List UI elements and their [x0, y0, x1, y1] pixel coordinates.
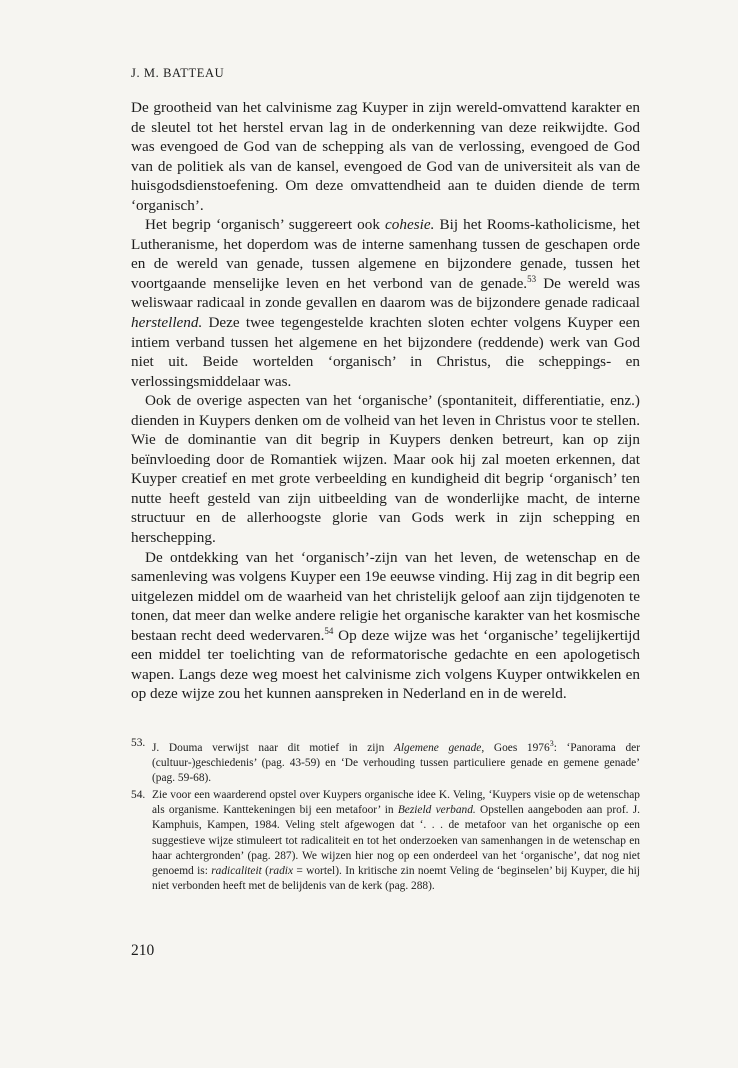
- footnote-text: [152, 736, 640, 787]
- paragraph-3: Ook de overige aspecten van het ‘organische’ (spontaniteit, differentiatie, enz.) dienden in Kuypers denken om de volheid van het leven in Christus voor te stellen. Wie de dominantie van dit begrip in Kuypers denken betreurt, kan op zijn beïnvloeding door de Romantiek wijzen. Maar ook hij zal moeten erkennen, dat Kuyper creatief en met grote verbeelding en kundigheid dit begrip ‘organisch’ ten nutte heeft gesteld van zijn uitbeelding van de wonderlijke macht, de interne structuur en de allerhoogste glorie van Gods werk in zijn schepping en herschepping.: [131, 392, 640, 547]
- paragraph-2-text-b: Bij het Rooms-katholicisme, het Lutheranisme, het doperdom was de interne samenhang tussen de geschapen orde en de wereld van genade, tussen algemene en bijzondere genade, tussen het voortgaande menselijke leven en het verbond van de genade.: [131, 216, 640, 292]
- running-head: J. M. BATTEAU: [131, 66, 225, 80]
- paragraph-2-text-d: Deze twee tegengestelde krachten sloten echter volgens Kuyper een intiem verband tussen het algemene en het bijzondere (reddende) werk van God niet uit. Beide wortelden ‘organisch’ in Christus, die scheppings- en verlossingsmiddelaar was.: [131, 314, 640, 390]
- footnote-ref-54: 54: [324, 625, 334, 636]
- footnote-54-emphasis-radicaliteit: radicaliteit: [211, 865, 262, 878]
- footnote-53-title: Algemene genade,: [393, 741, 485, 754]
- footnote-number: 53.: [131, 737, 146, 749]
- paragraph-2-emphasis-herstellend: herstellend.: [131, 314, 203, 332]
- footnote-54-title: Bezield verband.: [397, 803, 476, 816]
- paragraph-4-text-b: Op deze wijze was het ‘organische’ tegelijkertijd een middel ter toelichting van de reformatorische gedachte en een apologetisch wapen. Langs deze weg moest het calvinisme zich volgens Kuyper ontwikkelen en op deze wijze zou het kunnen aanspreken in Nederland en in de wereld.: [131, 626, 640, 703]
- body-text: [131, 98, 640, 704]
- paragraph-2: [131, 215, 640, 391]
- footnote-54-text-c: (: [261, 865, 269, 878]
- footnote-ref-53: 53: [527, 273, 537, 284]
- paragraph-1: De grootheid van het calvinisme zag Kuyper in zijn wereld-omvattend karakter en de sleutel tot het herstel ervan lag in de onderkenning van deze reikwijdte. God was evengoed de God van de schepping als van de verlossing, evengoed de God van de politiek als van de kansel, evengoed de God van de universiteit als van de huisgodsdienstoefening. Om deze omvattendheid aan te duiden diende de term ‘organisch’.: [131, 99, 640, 214]
- paragraph-2-text-c: De wereld was weliswaar radicaal in zonde gevallen en daarom was de bijzondere genade radicaal: [131, 274, 640, 312]
- footnote-54: [131, 788, 640, 895]
- footnote-53: [131, 736, 640, 787]
- footnote-53-text-a: J. Douma verwijst naar dit motief in zijn: [152, 741, 394, 754]
- paragraph-4: [131, 548, 640, 704]
- footnotes: [131, 736, 640, 896]
- footnote-54-text-a: Zie voor een waarderend opstel over Kuypers organische idee K. Veling, ‘Kuypers visie op de wetenschap als organisme. Kanttekeningen bij een metafoor’ in: [152, 788, 640, 816]
- footnote-number: 54.: [131, 788, 146, 801]
- footnote-54-text-d: = wortel). In kritische zin noemt Veling de ‘beginselen’ bij Kuyper, die hij niet verbonden heeft met de belijdenis van de kerk (pag. 288).: [152, 865, 640, 893]
- footnote-53-text-b: Goes 1976: [484, 741, 550, 754]
- footnote-text: [152, 788, 640, 895]
- page-number: 210: [131, 942, 155, 959]
- footnote-53-edition: 3: [549, 739, 554, 748]
- paragraph-2-emphasis-cohesie: cohesie.: [385, 216, 435, 234]
- footnote-54-text-b: Opstellen aangeboden aan prof. J. Kamphuis, Kampen, 1984. Veling stelt afgewogen dat ‘. . . de metafoor van het organische op een suggestieve wijze stimuleert tot radicaliteit en tot het onderzoeken van samenhangen in de wetenschap en haar achtergronden’ (pag. 287). We wijzen hier nog op een onderdeel van het ‘organische’, dat nog niet genoemd is:: [152, 803, 640, 878]
- paragraph-2-text-a: Het begrip ‘organisch’ suggereert ook: [145, 216, 386, 234]
- footnote-54-emphasis-radix: radix: [268, 865, 294, 878]
- paragraph-4-text-a: De ontdekking van het ‘organisch’-zijn van het leven, de wetenschap en de samenleving was volgens Kuyper een 19e eeuwse vinding. Hij zag in dit begrip een uitgelezen middel om de waarheid van het christelijk geloof aan zijn tijdgenoten te tonen, dat meer dan welke andere religie het organische karakter van het kosmische bestaan recht deed wedervaren.: [131, 548, 640, 644]
- footnote-53-text-c: : ‘Panorama der (cultuur-)geschiedenis’ (pag. 43-59) en ‘De verhouding tussen particuliere genade en gemene genade’ (pag. 59-68).: [152, 741, 641, 785]
